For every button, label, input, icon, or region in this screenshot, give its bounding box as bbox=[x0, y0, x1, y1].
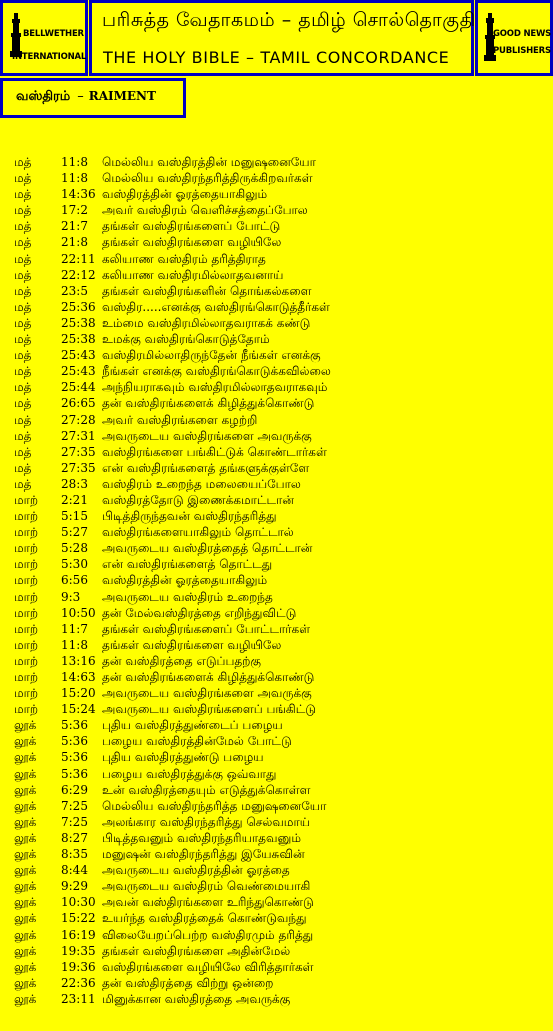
book-abbrev: மாற் bbox=[14, 492, 39, 507]
book-abbrev: மாற் bbox=[14, 637, 39, 652]
verse-reference: 21:8 bbox=[61, 235, 88, 250]
book-abbrev: மத் bbox=[14, 315, 32, 330]
book-abbrev: மத் bbox=[14, 267, 32, 282]
book-abbrev: லூக் bbox=[14, 879, 37, 894]
book-abbrev: மாற் bbox=[14, 509, 39, 524]
verse-reference: 7:25 bbox=[61, 814, 88, 829]
verse-reference: 22:36 bbox=[61, 975, 96, 990]
concordance-row bbox=[0, 878, 553, 894]
verse-snippet: அவருடைய வஸ்திரத்தைத் தொட்டான் bbox=[102, 541, 313, 556]
concordance-row bbox=[0, 170, 553, 186]
concordance-row bbox=[0, 299, 553, 315]
concordance-row bbox=[0, 669, 553, 685]
verse-reference: 10:30 bbox=[61, 895, 96, 910]
verse-snippet: நீங்கள் எனக்கு வஸ்திரங்கொடுக்கவில்லை bbox=[102, 364, 331, 379]
verse-reference: 5:30 bbox=[61, 557, 88, 572]
book-abbrev: மத் bbox=[14, 476, 32, 491]
verse-snippet: தன் வஸ்திரத்தை விற்று ஒன்றை bbox=[102, 975, 274, 990]
book-abbrev: லூக் bbox=[14, 943, 37, 958]
verse-snippet: கலியாண வஸ்திரம் தரித்திராத bbox=[102, 251, 266, 266]
book-abbrev: மாற் bbox=[14, 653, 39, 668]
verse-reference: 11:7 bbox=[61, 621, 88, 636]
headword-english: RAIMENT bbox=[88, 89, 156, 103]
verse-snippet: வஸ்திரமில்லாதிருந்தேன் நீங்கள் எனக்கு bbox=[102, 348, 321, 363]
title-banner bbox=[89, 0, 474, 76]
verse-reference: 11:8 bbox=[61, 155, 88, 169]
concordance-row bbox=[0, 363, 553, 379]
verse-reference: 5:36 bbox=[61, 718, 88, 733]
book-abbrev: மாற் bbox=[14, 670, 39, 684]
verse-reference: 19:36 bbox=[61, 959, 96, 974]
concordance-row bbox=[0, 943, 553, 959]
verse-snippet: அவருடைய வஸ்திரங்களை அவருக்கு bbox=[102, 686, 312, 701]
verse-snippet: தங்கள் வஸ்திரங்களை அதின்மேல் bbox=[102, 943, 291, 958]
book-abbrev: மத் bbox=[14, 444, 32, 459]
verse-reference: 27:35 bbox=[61, 460, 96, 475]
book-abbrev: மத் bbox=[14, 155, 32, 169]
verse-snippet: தன் வஸ்திரத்தை எடுப்பதற்கு bbox=[102, 653, 261, 668]
verse-reference: 9:29 bbox=[61, 879, 88, 894]
verse-snippet: வஸ்திர.....எனக்கு வஸ்திரங்கொடுத்தீர்கள் bbox=[102, 299, 330, 314]
book-abbrev: மத் bbox=[14, 203, 32, 218]
verse-snippet: வஸ்திரம் உறைந்த மலையைப்போல bbox=[102, 476, 301, 491]
concordance-row bbox=[0, 476, 553, 492]
book-abbrev: மத் bbox=[14, 332, 32, 347]
concordance-row bbox=[0, 556, 553, 572]
verse-snippet: என் வஸ்திரங்களைத் தங்களுக்குள்ளே bbox=[102, 460, 310, 475]
verse-reference: 2:21 bbox=[61, 492, 88, 507]
concordance-row bbox=[0, 621, 553, 637]
book-abbrev: மத் bbox=[14, 299, 32, 314]
verse-reference: 27:35 bbox=[61, 444, 96, 459]
book-abbrev: மாற் bbox=[14, 686, 39, 701]
verse-reference: 8:44 bbox=[61, 863, 88, 878]
verse-snippet: அவர் வஸ்திரம் வெளிச்சத்தைப்போல bbox=[102, 203, 308, 218]
verse-reference: 11:8 bbox=[61, 637, 88, 652]
headword-box bbox=[0, 78, 186, 118]
concordance-list bbox=[0, 154, 553, 1007]
verse-snippet: தங்கள் வஸ்திரங்களைப் போட்டு bbox=[102, 219, 281, 234]
book-abbrev: மத் bbox=[14, 219, 32, 234]
concordance-row bbox=[0, 234, 553, 250]
verse-reference: 11:8 bbox=[61, 171, 88, 186]
verse-reference: 6:56 bbox=[61, 573, 88, 588]
verse-snippet: வஸ்திரங்களையாகிலும் தொட்டால் bbox=[102, 525, 294, 540]
verse-snippet: அவருடைய வஸ்திரங்களை அவருக்கு bbox=[102, 428, 312, 443]
verse-reference: 14:36 bbox=[61, 187, 96, 202]
book-abbrev: லூக் bbox=[14, 927, 37, 942]
concordance-row bbox=[0, 347, 553, 363]
verse-snippet: மினுக்கான வஸ்திரத்தை அவருக்கு bbox=[102, 991, 291, 1006]
verse-reference: 25:44 bbox=[61, 380, 96, 395]
book-abbrev: லூக் bbox=[14, 991, 37, 1006]
verse-reference: 28:3 bbox=[61, 476, 88, 491]
concordance-row bbox=[0, 927, 553, 943]
concordance-row bbox=[0, 717, 553, 733]
verse-snippet: தங்கள் வஸ்திரங்களை வழியிலே bbox=[102, 637, 282, 652]
concordance-row bbox=[0, 315, 553, 331]
verse-snippet: அவர் வஸ்திரங்களை கழற்றி bbox=[102, 412, 258, 427]
verse-snippet: தன் வஸ்திரங்களைக் கிழித்துக்கொண்டு bbox=[102, 670, 315, 684]
verse-snippet: பிடித்திருந்தவன் வஸ்திரந்தரித்து bbox=[102, 509, 277, 524]
verse-reference: 5:15 bbox=[61, 509, 88, 524]
verse-reference: 27:31 bbox=[61, 428, 96, 443]
verse-snippet: அவருடைய வஸ்திரங்களைப் பங்கிட்டு bbox=[102, 702, 317, 717]
publisher-logo-left bbox=[0, 0, 88, 76]
publisher-logo-right bbox=[475, 0, 553, 76]
book-abbrev: மத் bbox=[14, 396, 32, 411]
verse-reference: 23:11 bbox=[61, 991, 96, 1006]
logo-right-line1: GOOD NEWS bbox=[493, 29, 552, 39]
verse-snippet: உன் வஸ்திரத்தையும் எடுத்துக்கொள்ள bbox=[102, 782, 311, 797]
concordance-row bbox=[0, 814, 553, 830]
concordance-row bbox=[0, 202, 553, 218]
logo-right-line2: PUBLISHERS bbox=[493, 46, 551, 56]
book-abbrev: லூக் bbox=[14, 847, 37, 862]
book-abbrev: மத் bbox=[14, 364, 32, 379]
concordance-row bbox=[0, 460, 553, 476]
book-abbrev: லூக் bbox=[14, 734, 37, 749]
book-abbrev: மத் bbox=[14, 348, 32, 363]
verse-snippet: பிடித்தவனும் வஸ்திரந்தரியாதவனும் bbox=[102, 830, 302, 845]
book-abbrev: மாற் bbox=[14, 557, 39, 572]
concordance-row bbox=[0, 846, 553, 862]
book-abbrev: லூக் bbox=[14, 798, 37, 813]
book-abbrev: மத் bbox=[14, 187, 32, 202]
verse-snippet: தன் வஸ்திரங்களைக் கிழித்துக்கொண்டு bbox=[102, 396, 315, 411]
concordance-row bbox=[0, 444, 553, 460]
book-abbrev: மாற் bbox=[14, 589, 39, 604]
book-abbrev: மத் bbox=[14, 380, 32, 395]
book-abbrev: லூக் bbox=[14, 718, 37, 733]
book-abbrev: லூக் bbox=[14, 782, 37, 797]
verse-reference: 22:11 bbox=[61, 251, 96, 266]
verse-snippet: மெல்லிய வஸ்திரத்தின் மனுஷனையோ bbox=[102, 155, 316, 169]
book-abbrev: மத் bbox=[14, 235, 32, 250]
verse-reference: 5:36 bbox=[61, 766, 88, 781]
verse-snippet: உம்மை வஸ்திரமில்லாதவராகக் கண்டு bbox=[102, 315, 311, 330]
verse-snippet: அவருடைய வஸ்திரம் வெண்மையாகி bbox=[102, 879, 311, 894]
book-abbrev: லூக் bbox=[14, 959, 37, 974]
concordance-row bbox=[0, 154, 553, 170]
verse-snippet: பழைய வஸ்திரத்துக்கு ஒவ்வாது bbox=[102, 766, 277, 781]
concordance-row bbox=[0, 589, 553, 605]
book-abbrev: லூக் bbox=[14, 895, 37, 910]
verse-snippet: பழைய வஸ்திரத்தின்மேல் போட்டு bbox=[102, 734, 292, 749]
concordance-row bbox=[0, 267, 553, 283]
verse-snippet: அவருடைய வஸ்திரம் உறைந்த bbox=[102, 589, 273, 604]
verse-snippet: உயர்ந்த வஸ்திரத்தைக் கொண்டுவந்து bbox=[102, 911, 307, 926]
book-abbrev: லூக் bbox=[14, 750, 37, 765]
verse-reference: 13:16 bbox=[61, 653, 96, 668]
concordance-row bbox=[0, 331, 553, 347]
verse-snippet: அவன் வஸ்திரங்களை உரிந்துகொண்டு bbox=[102, 895, 314, 910]
book-abbrev: லூக் bbox=[14, 830, 37, 845]
verse-reference: 15:20 bbox=[61, 686, 96, 701]
verse-snippet: அவருடைய வஸ்திரத்தின் ஓரத்தை bbox=[102, 863, 290, 878]
concordance-row bbox=[0, 395, 553, 411]
book-abbrev: லூக் bbox=[14, 863, 37, 878]
verse-reference: 26:65 bbox=[61, 396, 96, 411]
verse-snippet: தங்கள் வஸ்திரங்களைப் போட்டார்கள் bbox=[102, 621, 311, 636]
concordance-row bbox=[0, 605, 553, 621]
verse-snippet: தங்கள் வஸ்திரங்களை வழியிலே bbox=[102, 235, 282, 250]
verse-snippet: அந்நியராகவும் வஸ்திரமில்லாதவராகவும் bbox=[102, 380, 328, 395]
verse-snippet: வஸ்திரங்களை பங்கிட்டுக் கொண்டார்கள் bbox=[102, 444, 327, 459]
book-abbrev: மாற் bbox=[14, 573, 39, 588]
concordance-row bbox=[0, 894, 553, 910]
concordance-row bbox=[0, 975, 553, 991]
verse-reference: 14:63 bbox=[61, 670, 96, 684]
concordance-row bbox=[0, 766, 553, 782]
verse-snippet: புதிய வஸ்திரத்துண்டைப் பழைய bbox=[102, 718, 283, 733]
headword-tamil: வஸ்திரம் bbox=[16, 89, 71, 104]
verse-reference: 16:19 bbox=[61, 927, 96, 942]
book-abbrev: மத் bbox=[14, 171, 32, 186]
concordance-row bbox=[0, 637, 553, 653]
verse-snippet: வஸ்திரத்தின் ஓரத்தையாகிலும் bbox=[102, 187, 268, 202]
book-abbrev: மத் bbox=[14, 428, 32, 443]
verse-reference: 19:35 bbox=[61, 943, 96, 958]
title-english: THE HOLY BIBLE – TAMIL CONCORDANCE bbox=[103, 48, 450, 67]
verse-snippet: தங்கள் வஸ்திரங்களின் தொங்கல்களை bbox=[102, 283, 312, 298]
headword-dash: – bbox=[77, 89, 84, 104]
verse-snippet: என் வஸ்திரங்களைத் தொட்டது bbox=[102, 557, 273, 572]
concordance-row bbox=[0, 830, 553, 846]
concordance-row bbox=[0, 508, 553, 524]
verse-reference: 27:28 bbox=[61, 412, 96, 427]
verse-snippet: கலியாண வஸ்திரமில்லாதவனாய் bbox=[102, 267, 284, 282]
verse-reference: 8:27 bbox=[61, 830, 88, 845]
book-abbrev: லூக் bbox=[14, 814, 37, 829]
concordance-row bbox=[0, 685, 553, 701]
concordance-row bbox=[0, 798, 553, 814]
concordance-row bbox=[0, 653, 553, 669]
book-abbrev: மத் bbox=[14, 412, 32, 427]
verse-snippet: விலையேறப்பெற்ற வஸ்திரமும் தரித்து bbox=[102, 927, 314, 942]
concordance-row bbox=[0, 701, 553, 717]
concordance-row bbox=[0, 524, 553, 540]
verse-reference: 17:2 bbox=[61, 203, 88, 218]
verse-snippet: வஸ்திரத்தோடு இணைக்கமாட்டான் bbox=[102, 492, 294, 507]
headword bbox=[16, 89, 156, 105]
concordance-row bbox=[0, 218, 553, 234]
concordance-row bbox=[0, 572, 553, 588]
book-abbrev: மாற் bbox=[14, 525, 39, 540]
concordance-row bbox=[0, 283, 553, 299]
verse-snippet: வஸ்திரங்களை வழியிலே விரித்தார்கள் bbox=[102, 959, 314, 974]
concordance-row bbox=[0, 910, 553, 926]
book-abbrev: மாற் bbox=[14, 605, 39, 620]
title-tamil: பரிசுத்த வேதாகமம் – தமிழ் சொல்தொகுதி bbox=[102, 9, 476, 31]
verse-reference: 25:38 bbox=[61, 332, 96, 347]
verse-reference: 15:22 bbox=[61, 911, 96, 926]
verse-reference: 5:28 bbox=[61, 541, 88, 556]
verse-snippet: மெல்லிய வஸ்திரந்தரித்திருக்கிறவர்கள் bbox=[102, 171, 313, 186]
book-abbrev: மத் bbox=[14, 460, 32, 475]
concordance-row bbox=[0, 749, 553, 765]
verse-reference: 5:36 bbox=[61, 734, 88, 749]
verse-snippet: மனுஷன் வஸ்திரந்தரித்து இயேசுவின் bbox=[102, 847, 305, 862]
verse-reference: 7:25 bbox=[61, 798, 88, 813]
book-abbrev: மாற் bbox=[14, 702, 39, 717]
verse-snippet: புதிய வஸ்திரத்துண்டு பழைய bbox=[102, 750, 264, 765]
verse-reference: 23:5 bbox=[61, 283, 88, 298]
verse-reference: 25:38 bbox=[61, 315, 96, 330]
verse-reference: 15:24 bbox=[61, 702, 96, 717]
verse-snippet: வஸ்திரத்தின் ஓரத்தையாகிலும் bbox=[102, 573, 268, 588]
concordance-row bbox=[0, 379, 553, 395]
verse-reference: 21:7 bbox=[61, 219, 88, 234]
concordance-row bbox=[0, 782, 553, 798]
verse-reference: 25:43 bbox=[61, 348, 96, 363]
book-abbrev: மத் bbox=[14, 283, 32, 298]
verse-reference: 5:36 bbox=[61, 750, 88, 765]
concordance-row bbox=[0, 412, 553, 428]
book-abbrev: லூக் bbox=[14, 911, 37, 926]
verse-snippet: மெல்லிய வஸ்திரந்தரித்த மனுஷனையோ bbox=[102, 798, 327, 813]
concordance-row bbox=[0, 540, 553, 556]
verse-reference: 22:12 bbox=[61, 267, 96, 282]
concordance-row bbox=[0, 959, 553, 975]
verse-reference: 10:50 bbox=[61, 605, 96, 620]
concordance-row bbox=[0, 428, 553, 444]
concordance-row bbox=[0, 492, 553, 508]
verse-reference: 8:35 bbox=[61, 847, 88, 862]
book-abbrev: மாற் bbox=[14, 621, 39, 636]
concordance-row bbox=[0, 991, 553, 1007]
book-abbrev: லூக் bbox=[14, 766, 37, 781]
logo-left-line1: BELLWETHER bbox=[23, 29, 84, 39]
book-abbrev: மத் bbox=[14, 251, 32, 266]
book-abbrev: மாற் bbox=[14, 541, 39, 556]
verse-reference: 6:29 bbox=[61, 782, 88, 797]
concordance-row bbox=[0, 186, 553, 202]
verse-snippet: தன் மேல்வஸ்திரத்தை எறிந்துவிட்டு bbox=[102, 605, 297, 620]
concordance-row bbox=[0, 251, 553, 267]
concordance-row bbox=[0, 733, 553, 749]
book-abbrev: லூக் bbox=[14, 975, 37, 990]
verse-reference: 5:27 bbox=[61, 525, 88, 540]
verse-reference: 25:43 bbox=[61, 364, 96, 379]
concordance-row bbox=[0, 862, 553, 878]
logo-left-line2: INTERNATIONAL bbox=[12, 52, 87, 62]
verse-snippet: உமக்கு வஸ்திரங்கொடுத்தோம் bbox=[102, 332, 270, 347]
verse-snippet: அலங்கார வஸ்திரந்தரித்து செல்வமாய் bbox=[102, 814, 311, 829]
verse-reference: 25:36 bbox=[61, 299, 96, 314]
verse-reference: 9:3 bbox=[61, 589, 81, 604]
